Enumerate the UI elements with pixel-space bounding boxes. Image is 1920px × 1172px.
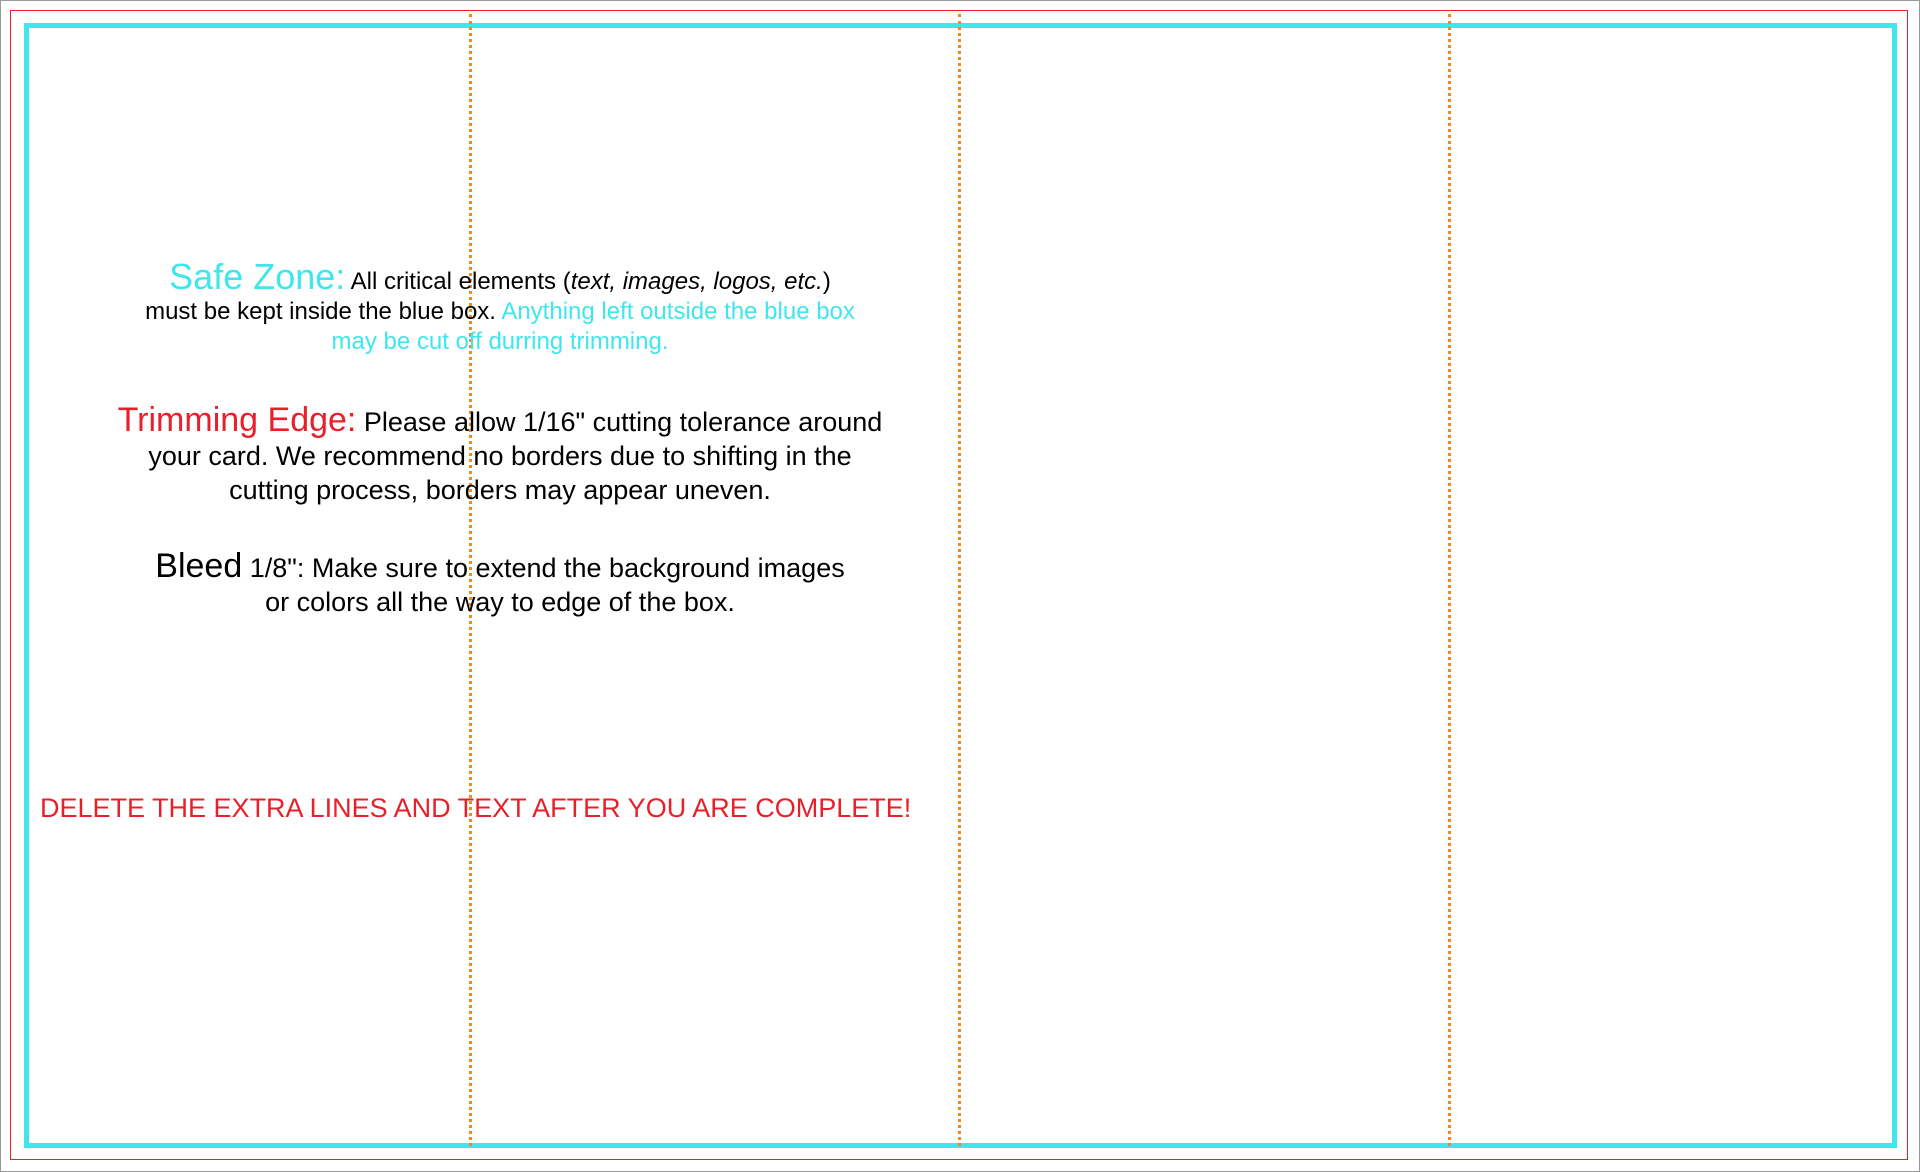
fold-line-2 bbox=[958, 14, 961, 1146]
bleed-line-2: or colors all the way to edge of the box. bbox=[265, 587, 735, 617]
safe-zone-text-2: must be kept inside the blue box. bbox=[145, 298, 496, 325]
safe-zone-text-3-cyan: may be cut off durring trimming. bbox=[331, 328, 669, 355]
trimming-edge-line-2: your card. We recommend no borders due to shifting in the bbox=[148, 441, 852, 471]
safe-zone-text-1: All critical elements ( bbox=[350, 268, 571, 295]
trimming-edge-instructions bbox=[60, 403, 940, 507]
safe-zone-instructions bbox=[90, 256, 910, 357]
bleed-heading: Bleed bbox=[155, 547, 243, 585]
safe-zone-text-italic: text, images, logos, etc. bbox=[570, 268, 823, 295]
trimming-edge-heading: Trimming Edge: bbox=[117, 401, 357, 439]
trimming-edge-text-1: Please allow 1/16" cutting tolerance around bbox=[363, 407, 883, 437]
trimming-edge-line-1 bbox=[60, 403, 940, 439]
safe-zone-line-3 bbox=[90, 327, 910, 357]
bleed-instructions bbox=[90, 549, 910, 619]
safe-zone-text-end: ) bbox=[822, 268, 831, 295]
trimming-edge-line-3: cutting process, borders may appear uneven. bbox=[229, 475, 771, 505]
bleed-line-1 bbox=[90, 549, 910, 585]
bleed-text-1: Make sure to extend the background images bbox=[311, 553, 845, 583]
delete-warning: DELETE THE EXTRA LINES AND TEXT AFTER YOU ARE COMPLETE! bbox=[40, 793, 912, 823]
safe-zone-line-2 bbox=[90, 297, 910, 327]
safe-zone-heading: Safe Zone: bbox=[169, 256, 346, 297]
bleed-size: 1/8": bbox=[249, 553, 305, 583]
safe-zone-line-1 bbox=[90, 256, 910, 297]
safe-zone-text-2-cyan: Anything left outside the blue box bbox=[501, 298, 855, 325]
fold-line-3 bbox=[1448, 14, 1451, 1146]
